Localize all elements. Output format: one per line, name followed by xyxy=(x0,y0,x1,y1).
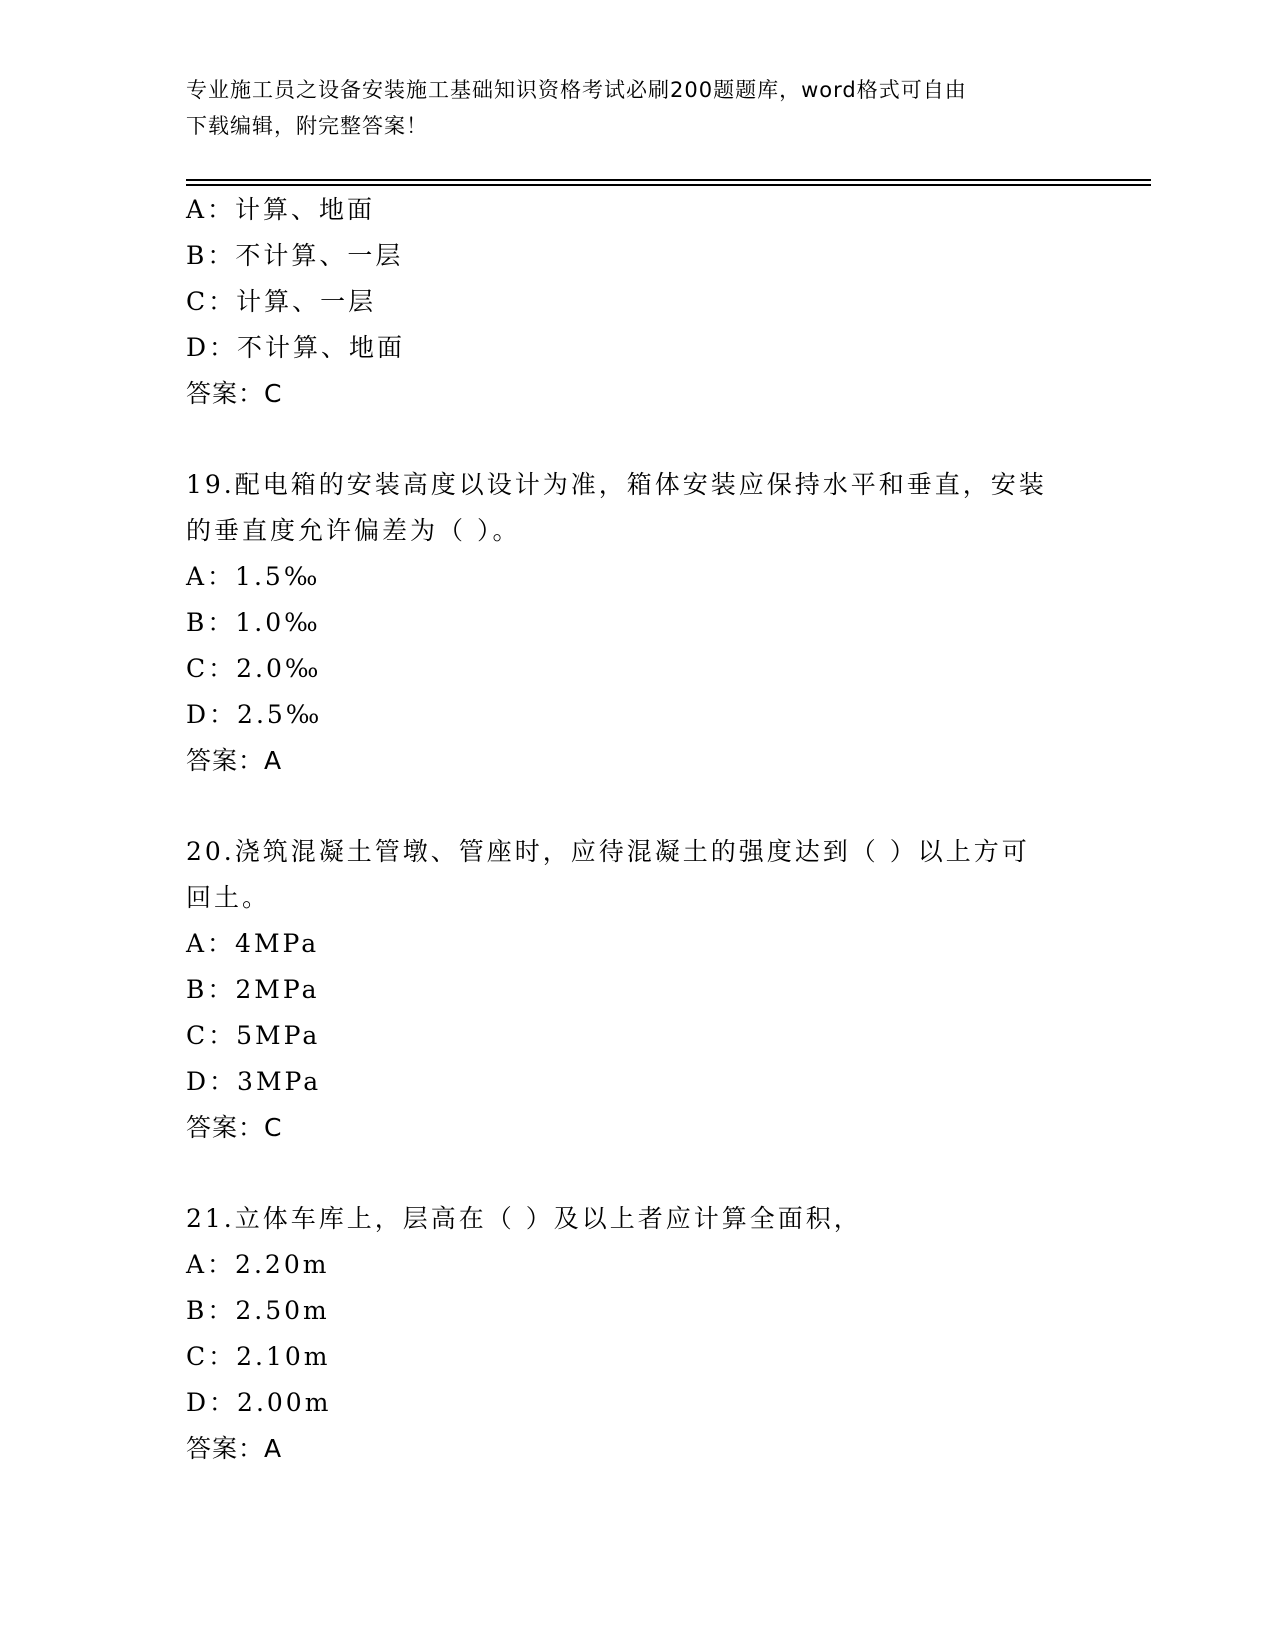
option-c: C：5MPa xyxy=(186,1021,321,1050)
option-d: D：不计算、地面 xyxy=(186,333,406,362)
option-c: C：2.10m xyxy=(186,1342,331,1371)
answer-line: 答案：A xyxy=(186,746,283,775)
question-18-block xyxy=(186,187,1086,417)
option-a: A：4MPa xyxy=(186,929,320,958)
question-21-block xyxy=(186,1196,1086,1472)
question-19-text-line-2: 的垂直度允许偏差为（ ）。 xyxy=(186,516,521,545)
document-header xyxy=(186,72,1086,144)
answer-line: 答案：A xyxy=(186,1434,283,1463)
question-20-block xyxy=(186,829,1086,1151)
question-20-text-line-1: 20.浇筑混凝土管墩、管座时，应待混凝土的强度达到（ ）以上方可 xyxy=(186,837,1030,866)
question-20-text-line-2: 回土。 xyxy=(186,883,271,912)
header-title-line-2: 下载编辑，附完整答案！ xyxy=(186,114,428,138)
option-a: A：1.5‰ xyxy=(186,562,321,591)
option-d: D：3MPa xyxy=(186,1067,322,1096)
header-divider-bottom xyxy=(186,184,1151,186)
answer-line: 答案：C xyxy=(186,1113,283,1142)
option-b: B：2MPa xyxy=(186,975,320,1004)
header-divider-top xyxy=(186,179,1151,181)
answer-line: 答案：C xyxy=(186,379,283,408)
option-a: A：计算、地面 xyxy=(186,195,376,224)
option-b: B：1.0‰ xyxy=(186,608,321,637)
option-b: B：2.50m xyxy=(186,1296,330,1325)
question-19-block xyxy=(186,462,1086,784)
question-21-text-line-1: 21.立体车库上，层高在（ ）及以上者应计算全面积， xyxy=(186,1204,862,1233)
option-c: C：2.0‰ xyxy=(186,654,322,683)
option-d: D：2.00m xyxy=(186,1388,332,1417)
question-19-text-line-1: 19.配电箱的安装高度以设计为准，箱体安装应保持水平和垂直，安装 xyxy=(186,470,1047,499)
header-title-line-1: 专业施工员之设备安装施工基础知识资格考试必刷200题题库，word格式可自由 xyxy=(186,78,967,102)
option-b: B：不计算、一层 xyxy=(186,241,404,270)
option-d: D：2.5‰ xyxy=(186,700,323,729)
option-a: A：2.20m xyxy=(186,1250,330,1279)
option-c: C：计算、一层 xyxy=(186,287,377,316)
